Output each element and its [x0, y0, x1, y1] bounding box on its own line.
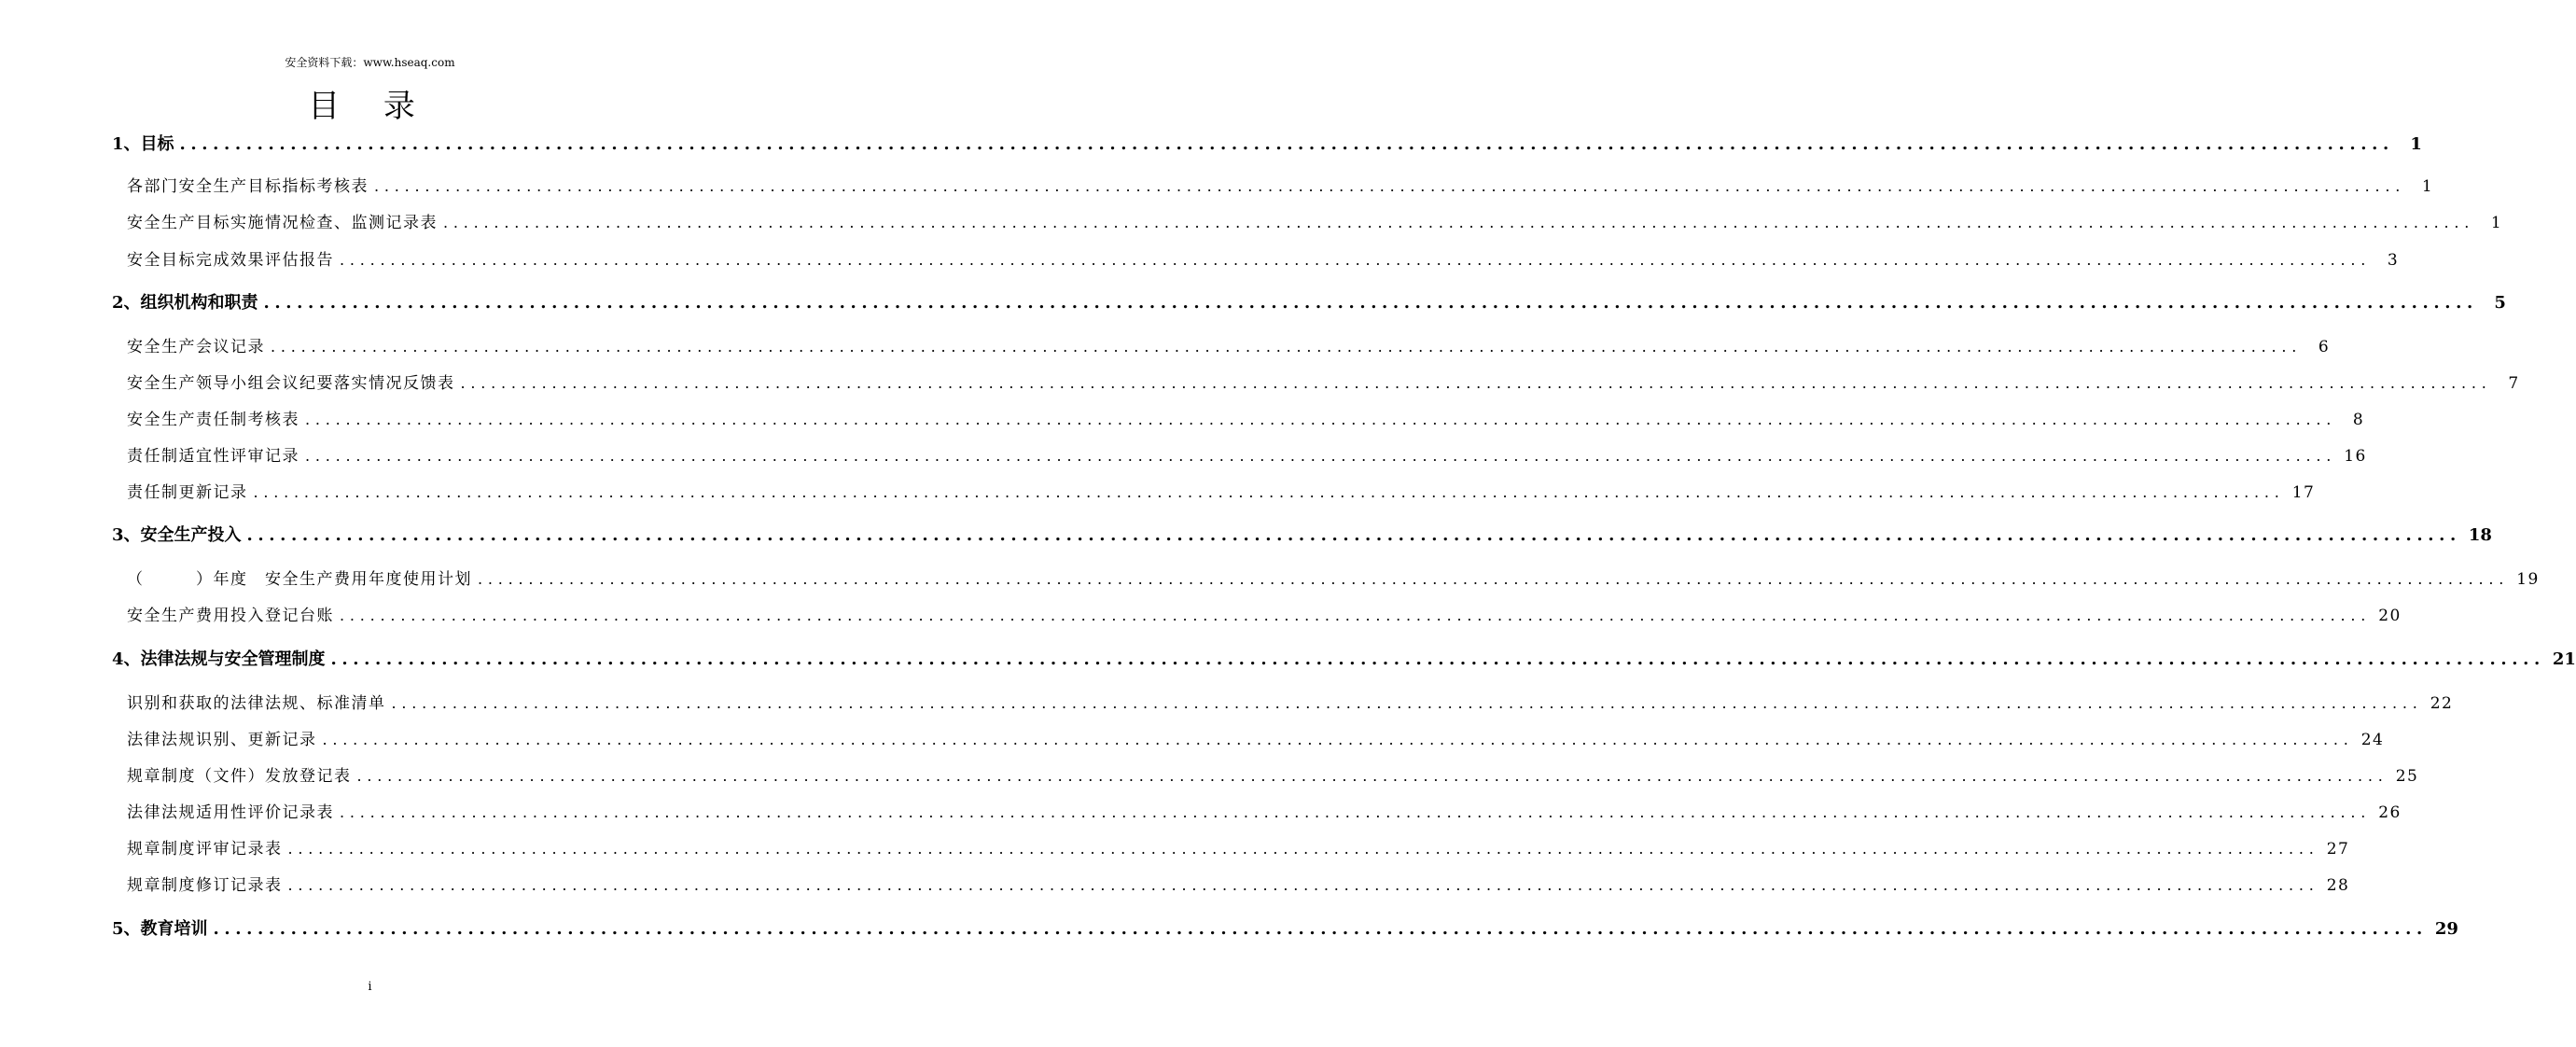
toc-entry-label: 识别和获取的法律法规、标准清单 — [127, 694, 386, 713]
toc-dot-leader: ........................................................................................................................................................................................................ — [305, 447, 2337, 465]
toc-entry-label: 4、法律法规与安全管理制度 — [112, 649, 326, 669]
toc-entry-page: 22 — [2430, 694, 2454, 713]
toc-dot-leader: ........................................................................................................................................................................................................ — [330, 649, 2545, 669]
toc-dot-leader: ........................................................................................................................................................................................................ — [263, 293, 2478, 313]
toc-subsection-entry[interactable] — [0, 690, 2454, 716]
toc-subsection-entry[interactable] — [0, 799, 2402, 825]
toc-entry-label: 安全生产费用投入登记台账 — [127, 607, 334, 625]
toc-entry-label: 3、安全生产投入 — [112, 525, 242, 545]
toc-dot-leader: ........................................................................................................................................................................................................ — [391, 694, 2423, 712]
toc-section-entry[interactable] — [0, 915, 2458, 942]
page-number: i — [368, 980, 372, 994]
toc-dot-leader: ........................................................................................................................................................................................................ — [213, 919, 2428, 939]
toc-entry-label: 1、目标 — [112, 134, 174, 154]
toc-entry-page: 28 — [2326, 876, 2350, 895]
toc-subsection-entry[interactable] — [0, 726, 2385, 752]
toc-subsection-entry[interactable] — [0, 602, 2402, 628]
toc-section-entry[interactable] — [0, 131, 2422, 157]
toc-entry-page: 6 — [2318, 338, 2331, 356]
toc-entry-label: 法律法规识别、更新记录 — [127, 731, 317, 749]
toc-entry-page: 3 — [2387, 251, 2400, 270]
toc-dot-leader: ........................................................................................................................................................................................................ — [305, 411, 2337, 428]
toc-title: 目 录 — [308, 88, 432, 125]
toc-subsection-entry[interactable] — [0, 872, 2350, 898]
toc-entry-label: （ ）年度 安全生产费用年度使用计划 — [127, 570, 472, 589]
toc-subsection-entry[interactable] — [0, 246, 2400, 272]
toc-dot-leader: ........................................................................................................................................................................................................ — [340, 607, 2372, 624]
toc-subsection-entry[interactable] — [0, 835, 2350, 861]
toc-entry-page: 17 — [2291, 483, 2316, 502]
toc-dot-leader: ........................................................................................................................................................................................................ — [253, 483, 2285, 501]
toc-section-entry[interactable] — [0, 646, 2576, 672]
toc-subsection-entry[interactable] — [0, 370, 2520, 396]
toc-subsection-entry[interactable] — [0, 565, 2540, 592]
toc-entry-label: 各部门安全生产目标指标考核表 — [127, 177, 369, 196]
toc-subsection-entry[interactable] — [0, 333, 2331, 359]
toc-entry-page: 21 — [2552, 649, 2576, 669]
toc-entry-page: 25 — [2395, 767, 2419, 786]
toc-entry-page: 19 — [2516, 570, 2540, 589]
toc-dot-leader: ........................................................................................................................................................................................................ — [246, 525, 2461, 545]
toc-entry-label: 规章制度评审记录表 — [127, 840, 283, 859]
toc-dot-leader: ........................................................................................................................................................................................................ — [340, 803, 2372, 821]
toc-dot-leader: ........................................................................................................................................................................................................ — [443, 214, 2475, 231]
toc-entry-page: 7 — [2508, 374, 2520, 393]
toc-dot-leader: ........................................................................................................................................................................................................ — [478, 570, 2510, 588]
toc-dot-leader: ........................................................................................................................................................................................................ — [179, 134, 2394, 154]
toc-dot-leader: ........................................................................................................................................................................................................ — [322, 731, 2354, 748]
toc-entry-page: 8 — [2352, 411, 2365, 429]
toc-entry-page: 5 — [2494, 293, 2506, 313]
toc-subsection-entry[interactable] — [0, 479, 2316, 505]
toc-dot-leader: ........................................................................................................................................................................................................ — [374, 177, 2406, 195]
toc-entry-label: 规章制度修订记录表 — [127, 876, 283, 895]
toc-dot-leader: ........................................................................................................................................................................................................ — [287, 876, 2319, 894]
toc-entry-label: 责任制适宜性评审记录 — [127, 447, 299, 466]
toc-entry-label: 安全生产会议记录 — [127, 338, 265, 356]
toc-entry-label: 安全生产责任制考核表 — [127, 411, 299, 429]
toc-entry-label: 责任制更新记录 — [127, 483, 248, 502]
toc-entry-label: 安全目标完成效果评估报告 — [127, 251, 334, 270]
toc-dot-leader: ........................................................................................................................................................................................................ — [356, 767, 2388, 785]
toc-entry-page: 24 — [2360, 731, 2385, 749]
toc-dot-leader: ........................................................................................................................................................................................................ — [271, 338, 2303, 356]
toc-entry-label: 2、组织机构和职责 — [112, 293, 258, 313]
toc-entry-label: 规章制度（文件）发放登记表 — [127, 767, 352, 786]
toc-subsection-entry[interactable] — [0, 209, 2503, 235]
toc-entry-page: 29 — [2434, 919, 2458, 939]
toc-entry-label: 安全生产目标实施情况检查、监测记录表 — [127, 214, 438, 232]
toc-entry-label: 5、教育培训 — [112, 919, 208, 939]
page-header: 安全资料下载：www.hseaq.com — [285, 56, 455, 69]
toc-dot-leader: ........................................................................................................................................................................................................ — [287, 840, 2319, 858]
toc-dot-leader: ........................................................................................................................................................................................................ — [460, 374, 2492, 392]
toc-entry-page: 27 — [2326, 840, 2350, 859]
toc-entry-page: 26 — [2378, 803, 2402, 822]
toc-entry-page: 1 — [2421, 177, 2434, 196]
toc-subsection-entry[interactable] — [0, 406, 2365, 432]
toc-entry-page: 18 — [2468, 525, 2492, 545]
toc-subsection-entry[interactable] — [0, 173, 2434, 199]
toc-dot-leader: ........................................................................................................................................................................................................ — [340, 251, 2372, 269]
toc-section-entry[interactable] — [0, 289, 2506, 315]
toc-entry-page: 1 — [2410, 134, 2422, 154]
toc-entry-page: 20 — [2378, 607, 2402, 625]
toc-entry-label: 法律法规适用性评价记录表 — [127, 803, 334, 822]
toc-subsection-entry[interactable] — [0, 762, 2419, 789]
toc-entry-page: 1 — [2490, 214, 2503, 232]
toc-subsection-entry[interactable] — [0, 442, 2367, 468]
toc-section-entry[interactable] — [0, 522, 2492, 548]
toc-entry-page: 16 — [2344, 447, 2367, 466]
toc-entry-label: 安全生产领导小组会议纪要落实情况反馈表 — [127, 374, 455, 393]
